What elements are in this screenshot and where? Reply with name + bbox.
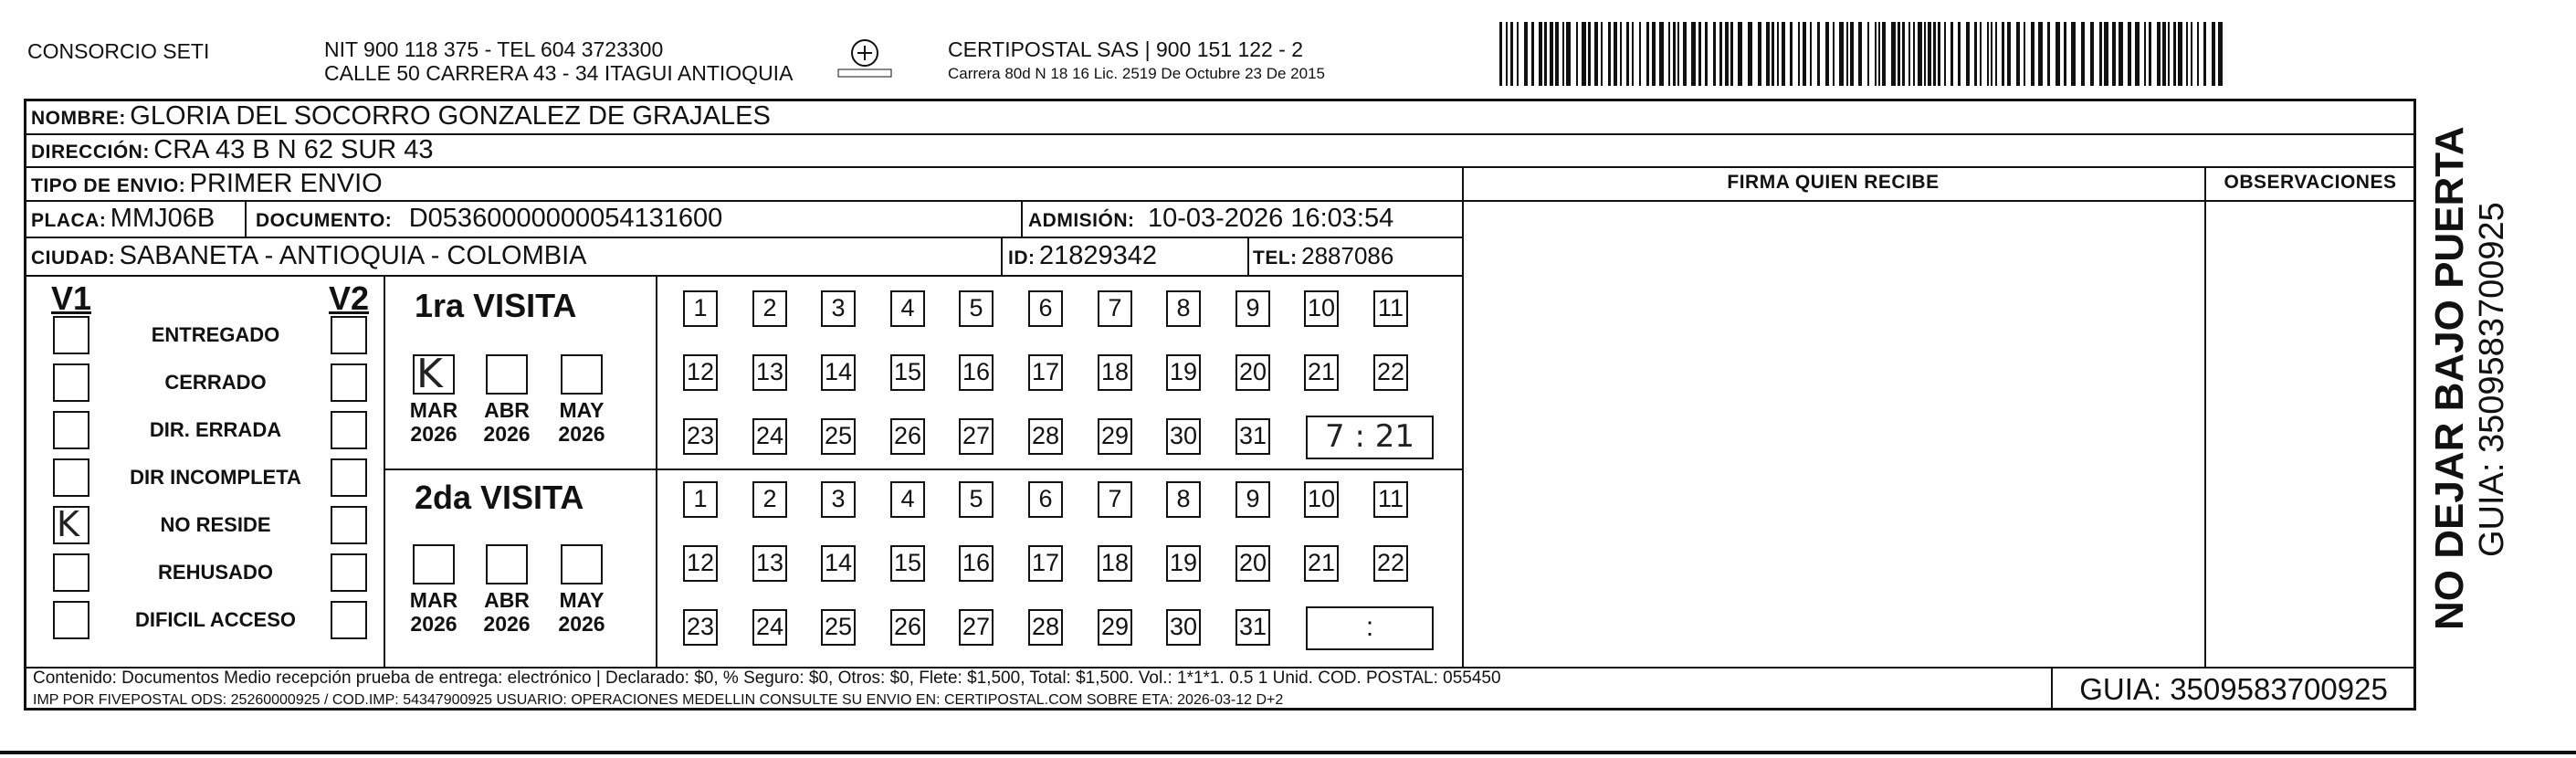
barcode-bar: [1531, 22, 1534, 86]
barcode-bar: [1608, 22, 1611, 86]
barcode-bar: [1878, 22, 1880, 86]
nombre-label: NOMBRE:: [31, 108, 126, 129]
placa-value: MMJ06B: [110, 204, 216, 233]
barcode-bar: [2212, 22, 2215, 86]
month-label: MAY: [559, 398, 605, 422]
barcode-bar: [1798, 22, 1800, 86]
barcode-bar: [2031, 22, 2035, 86]
barcode-bar: [1646, 22, 1649, 86]
barcode-bar: [1524, 22, 1528, 86]
day-box[interactable]: 17: [1028, 354, 1063, 391]
day-box[interactable]: 27: [959, 418, 994, 455]
month-label: ABR: [484, 398, 530, 422]
barcode-bar: [2056, 22, 2060, 86]
barcode-bar: [1632, 22, 1634, 86]
status-label: REHUSADO: [158, 561, 273, 584]
barcode-bar: [1698, 22, 1701, 86]
day-box[interactable]: 17: [1028, 545, 1063, 582]
day-box[interactable]: 31: [1235, 609, 1270, 646]
day-box[interactable]: 3: [821, 481, 856, 518]
barcode-bar: [2168, 22, 2170, 86]
barcode-bar: [1980, 22, 1982, 86]
barcode-bar: [1958, 22, 1961, 86]
day-box[interactable]: 5: [959, 290, 994, 327]
barcode-bar: [1995, 22, 1997, 86]
barcode-bar: [2104, 22, 2108, 86]
direccion-value: CRA 43 B N 62 SUR 43: [153, 135, 434, 164]
barcode-bar: [2071, 22, 2076, 86]
day-box[interactable]: 14: [821, 354, 856, 391]
visit2-title: 2da VISITA: [415, 479, 584, 516]
year-label: 2026: [410, 422, 457, 446]
day-box[interactable]: 21: [1304, 354, 1339, 391]
day-box[interactable]: 30: [1166, 609, 1201, 646]
status-label: DIFICIL ACCESO: [134, 608, 296, 631]
v2-checkbox[interactable]: [331, 458, 367, 497]
barcode-bar: [1677, 22, 1679, 86]
barcode-bar: [1544, 22, 1547, 86]
day-box[interactable]: 5: [959, 481, 994, 518]
id-cell: [1008, 240, 1157, 276]
day-box[interactable]: 19: [1166, 354, 1201, 391]
nombre-row: [31, 100, 771, 136]
day-box[interactable]: 25: [821, 418, 856, 455]
documento-cell: [256, 203, 722, 238]
day-box[interactable]: 2: [752, 290, 787, 327]
day-box[interactable]: 8: [1166, 290, 1201, 327]
day-box[interactable]: 20: [1235, 545, 1270, 582]
v2-checkbox[interactable]: [331, 553, 367, 592]
status-label: DIR INCOMPLETA: [130, 466, 301, 489]
barcode-bar: [1517, 22, 1519, 86]
barcode-bar: [1659, 22, 1664, 86]
contenido-line: Contenido: Documentos Medio recepción prueba de entrega: electrónico | Declarado: $0, % Seguro: $0, Otros: $0, Flete: $1,500, Total: $1,500. Vol.: 1*1*1. 0.5 1 Unid. COD. POSTAL: 055450: [33, 669, 1501, 688]
day-box[interactable]: 24: [752, 418, 787, 455]
barcode-bar: [1875, 22, 1877, 86]
day-box[interactable]: 14: [821, 545, 856, 582]
barcode-bar: [2162, 22, 2166, 86]
day-box[interactable]: 4: [890, 290, 925, 327]
day-box[interactable]: 26: [890, 609, 925, 646]
day-box[interactable]: 24: [752, 609, 787, 646]
barcode-bar: [1833, 22, 1835, 86]
day-box[interactable]: 11: [1373, 290, 1408, 327]
day-box[interactable]: 22: [1373, 354, 1408, 391]
year-label: 2026: [410, 612, 457, 636]
barcode-bar: [1924, 22, 1926, 86]
year-label: 2026: [558, 422, 605, 446]
id-label: ID:: [1008, 247, 1036, 268]
placa-cell: [31, 203, 215, 238]
day-box[interactable]: 23: [683, 609, 718, 646]
barcode-bar: [2002, 22, 2004, 86]
month-box[interactable]: [561, 354, 603, 395]
status-label: CERRADO: [164, 371, 267, 394]
barcode-bar: [1614, 22, 1617, 86]
day-box[interactable]: 18: [1098, 545, 1132, 582]
barcode-bar: [1626, 22, 1629, 86]
barcode-bar: [1928, 22, 1931, 86]
barcode-bar: [1738, 22, 1742, 86]
barcode-bar: [1772, 22, 1774, 86]
barcode-bar: [1594, 22, 1598, 86]
visit2-time[interactable]: [1306, 606, 1434, 650]
month-label: MAR: [409, 588, 458, 612]
barcode-bar: [2112, 22, 2116, 86]
barcode-bar: [1673, 22, 1676, 86]
day-box[interactable]: 22: [1373, 545, 1408, 582]
barcode-bar: [2081, 22, 2085, 86]
barcode-bar: [2186, 22, 2188, 86]
barcode-bar: [2007, 22, 2011, 86]
barcode-bar: [1683, 22, 1687, 86]
barcode-bar: [1944, 22, 1946, 86]
day-box[interactable]: 9: [1235, 481, 1270, 518]
visit1-time[interactable]: [1306, 416, 1434, 459]
barcode-bar: [1758, 22, 1761, 86]
day-box[interactable]: 28: [1028, 418, 1063, 455]
month-box[interactable]: [486, 544, 528, 584]
v1-checkbox[interactable]: [53, 553, 89, 592]
barcode-bar: [1555, 22, 1559, 86]
v2-checkbox[interactable]: [331, 601, 367, 639]
barcode-bar: [2135, 22, 2140, 86]
day-box[interactable]: 7: [1098, 290, 1132, 327]
barcode-bar: [2128, 22, 2131, 86]
v1-checkbox[interactable]: [53, 506, 89, 544]
visit1-time-value: 7 : 21: [1325, 418, 1414, 455]
day-box[interactable]: 3: [821, 290, 856, 327]
day-box[interactable]: 29: [1098, 609, 1132, 646]
tipo-value: PRIMER ENVIO: [189, 169, 383, 198]
id-value: 21829342: [1038, 241, 1157, 270]
barcode-bar: [2197, 22, 2199, 86]
barcode-bar: [2203, 22, 2206, 86]
barcode-bar: [1898, 22, 1900, 86]
v1-checkbox[interactable]: [53, 363, 89, 402]
address-line: CALLE 50 CARRERA 43 - 34 ITAGUI ANTIOQUIA: [324, 61, 794, 85]
admision-value: 10-03-2026 16:03:54: [1147, 204, 1394, 233]
month-mark: K: [416, 351, 443, 397]
barcode-bar: [1839, 22, 1844, 86]
day-box[interactable]: 27: [959, 609, 994, 646]
barcode-bar: [1576, 22, 1578, 86]
barcode-bar: [1639, 22, 1641, 86]
admision-cell: [1028, 203, 1393, 238]
status-label: DIR. ERRADA: [149, 418, 282, 441]
barcode-bar: [1601, 22, 1603, 86]
v1-checkbox[interactable]: [53, 411, 89, 449]
placa-label: PLACA:: [31, 210, 107, 231]
barcode-bar: [1966, 22, 1970, 86]
v2-checkbox[interactable]: [331, 506, 367, 544]
barcode-bar: [1846, 22, 1848, 86]
day-box[interactable]: 21: [1304, 545, 1339, 582]
barcode-bar: [1510, 22, 1513, 86]
firma-label: FIRMA QUIEN RECIBE: [1727, 172, 1940, 193]
v1-checkbox[interactable]: [53, 601, 89, 639]
day-box[interactable]: 6: [1028, 481, 1063, 518]
barcode-bar: [1850, 22, 1854, 86]
barcode-bar: [1499, 22, 1502, 86]
barcode-bar: [1652, 22, 1656, 86]
v2-label: V2: [329, 279, 370, 317]
tel-label: TEL:: [1253, 247, 1298, 268]
barcode-bar: [2064, 22, 2066, 86]
month-box[interactable]: [486, 354, 528, 395]
barcode-bar: [1891, 22, 1896, 86]
day-box[interactable]: 12: [683, 354, 718, 391]
day-box[interactable]: 13: [752, 545, 787, 582]
visit1-title: 1ra VISITA: [415, 287, 577, 324]
barcode-bar: [1974, 22, 1977, 86]
nit-line: NIT 900 118 375 - TEL 604 3723300: [324, 37, 664, 61]
day-box[interactable]: 11: [1373, 481, 1408, 518]
barcode-bar: [1550, 22, 1553, 86]
barcode-bar: [1566, 22, 1571, 86]
barcode-bar: [1691, 22, 1696, 86]
admision-label: ADMISIÓN:: [1028, 210, 1135, 231]
ciudad-label: CIUDAD:: [31, 247, 116, 268]
tipo-label: TIPO DE ENVIO:: [31, 175, 186, 196]
barcode-bar: [2047, 22, 2050, 86]
barcode-bar: [2024, 22, 2025, 86]
day-box[interactable]: 15: [890, 545, 925, 582]
barcode-bar: [1668, 22, 1670, 86]
barcode-bar: [2191, 22, 2192, 86]
tel-value: 2887086: [1301, 242, 1394, 269]
barcode-bar: [1539, 22, 1542, 86]
day-box[interactable]: 23: [683, 418, 718, 455]
barcode-bar: [1790, 22, 1793, 86]
barcode-bar: [2149, 22, 2151, 86]
day-box[interactable]: 6: [1028, 290, 1063, 327]
barcode-bar: [1987, 22, 1989, 86]
barcode-bar: [2099, 22, 2102, 86]
barcode-bar: [1858, 22, 1862, 86]
barcode-bar: [1913, 22, 1915, 86]
barcode-bar: [2038, 22, 2043, 86]
barcode-bar: [1782, 22, 1785, 86]
barcode-bar: [1730, 22, 1733, 86]
v2-checkbox[interactable]: [331, 316, 367, 354]
day-box[interactable]: 10: [1304, 290, 1339, 327]
side-guia: GUIA: 3509583700925: [2473, 202, 2511, 557]
v1-checkmark: K: [57, 504, 79, 544]
signature-area[interactable]: [1465, 202, 2203, 665]
barcode-bar: [1817, 22, 1820, 86]
day-box[interactable]: 25: [821, 609, 856, 646]
day-box[interactable]: 16: [959, 354, 994, 391]
day-box[interactable]: 19: [1166, 545, 1201, 582]
direccion-row: [31, 134, 434, 170]
month-label: MAY: [559, 588, 605, 612]
month-label: ABR: [484, 588, 530, 612]
v2-checkbox[interactable]: [331, 411, 367, 449]
day-box[interactable]: 8: [1166, 481, 1201, 518]
barcode-bar: [2178, 22, 2182, 86]
barcode-bar: [1748, 22, 1752, 86]
day-box[interactable]: 29: [1098, 418, 1132, 455]
tipo-row: [31, 168, 383, 204]
barcode-bar: [1620, 22, 1622, 86]
barcode-bar: [1588, 22, 1591, 86]
day-box[interactable]: 2: [752, 481, 787, 518]
status-label: NO RESIDE: [160, 513, 271, 536]
barcode-bar: [1562, 22, 1564, 86]
day-box[interactable]: 20: [1235, 354, 1270, 391]
no-dejar-warning: NO DEJAR BAJO PUERTA: [2427, 126, 2472, 630]
imp-line: IMP POR FIVEPOSTAL ODS: 25260000925 / COD.IMP: 54347900925 USUARIO: OPERACIONES MEDELLIN CONSULTE SU ENVIO EN: CERTIPOSTAL.COM SOBRE ETA: 2026-03-12 D+2: [33, 692, 1284, 708]
day-box[interactable]: 7: [1098, 481, 1132, 518]
barcode-bar: [1825, 22, 1829, 86]
barcode-bar: [1725, 22, 1729, 86]
day-box[interactable]: 26: [890, 418, 925, 455]
month-box[interactable]: [561, 544, 603, 584]
barcode-bar: [1918, 22, 1922, 86]
day-box[interactable]: 10: [1304, 481, 1339, 518]
barcode-bar: [1766, 22, 1770, 86]
barcode-bar: [2016, 22, 2020, 86]
ciudad-cell: [31, 240, 587, 276]
direccion-label: DIRECCIÓN:: [31, 142, 150, 163]
visit2-time-value: :: [1365, 612, 1374, 642]
v1-checkbox[interactable]: [53, 316, 89, 354]
certipostal-logo: [833, 35, 897, 89]
v1-label: V1: [51, 279, 92, 317]
barcode-bar: [1705, 22, 1708, 86]
barcode-bar: [1867, 22, 1869, 86]
barcode-bar: [1719, 22, 1722, 86]
day-box[interactable]: 18: [1098, 354, 1132, 391]
day-box[interactable]: 1: [683, 290, 718, 327]
barcode-bar: [1882, 22, 1886, 86]
observaciones-label: OBSERVACIONES: [2224, 172, 2397, 193]
day-box[interactable]: 16: [959, 545, 994, 582]
v1-checkbox[interactable]: [53, 458, 89, 497]
barcode-bar: [1582, 22, 1586, 86]
barcode: [1499, 22, 2227, 86]
barcode-bar: [2173, 22, 2176, 86]
barcode-bar: [1506, 22, 1508, 86]
tel-cell: [1253, 240, 1393, 276]
barcode-bar: [1777, 22, 1779, 86]
month-label: MAR: [409, 398, 458, 422]
v2-checkbox[interactable]: [331, 363, 367, 402]
day-box[interactable]: 12: [683, 545, 718, 582]
barcode-bar: [2144, 22, 2146, 86]
documento-label: DOCUMENTO:: [256, 210, 393, 231]
footer-guia: GUIA: 3509583700925: [2079, 672, 2388, 706]
barcode-bar: [1950, 22, 1953, 86]
barcode-bar: [1991, 22, 1992, 86]
nombre-value: GLORIA DEL SOCORRO GONZALEZ DE GRAJALES: [130, 101, 771, 131]
barcode-bar: [1810, 22, 1812, 86]
ciudad-value: SABANETA - ANTIOQUIA - COLOMBIA: [119, 241, 587, 270]
barcode-bar: [2119, 22, 2123, 86]
barcode-bar: [1938, 22, 1940, 86]
day-box[interactable]: 1: [683, 481, 718, 518]
documento-value: D05360000000054131600: [408, 204, 723, 233]
license-line: Carrera 80d N 18 16 Lic. 2519 De Octubre 23 De 2015: [948, 65, 1325, 82]
year-label: 2026: [558, 612, 605, 636]
day-box[interactable]: 31: [1235, 418, 1270, 455]
day-box[interactable]: 4: [890, 481, 925, 518]
day-box[interactable]: 15: [890, 354, 925, 391]
month-box[interactable]: [413, 544, 455, 584]
year-label: 2026: [483, 612, 531, 636]
month-box[interactable]: [413, 351, 455, 397]
year-label: 2026: [483, 422, 531, 446]
barcode-bar: [1908, 22, 1910, 86]
barcode-bar: [1803, 22, 1806, 86]
status-label: ENTREGADO: [151, 323, 280, 346]
barcode-bar: [1902, 22, 1905, 86]
observations-area[interactable]: [2207, 202, 2413, 665]
day-box[interactable]: 28: [1028, 609, 1063, 646]
barcode-bar: [2157, 22, 2161, 86]
carrier-line: CERTIPOSTAL SAS | 900 151 122 - 2: [948, 37, 1304, 61]
barcode-bar: [1933, 22, 1936, 86]
day-box[interactable]: 30: [1166, 418, 1201, 455]
barcode-bar: [2090, 22, 2094, 86]
day-box[interactable]: 13: [752, 354, 787, 391]
barcode-bar: [2218, 22, 2223, 86]
barcode-bar: [1713, 22, 1716, 86]
day-box[interactable]: 9: [1235, 290, 1270, 327]
company-name: CONSORCIO SETI: [27, 39, 210, 63]
